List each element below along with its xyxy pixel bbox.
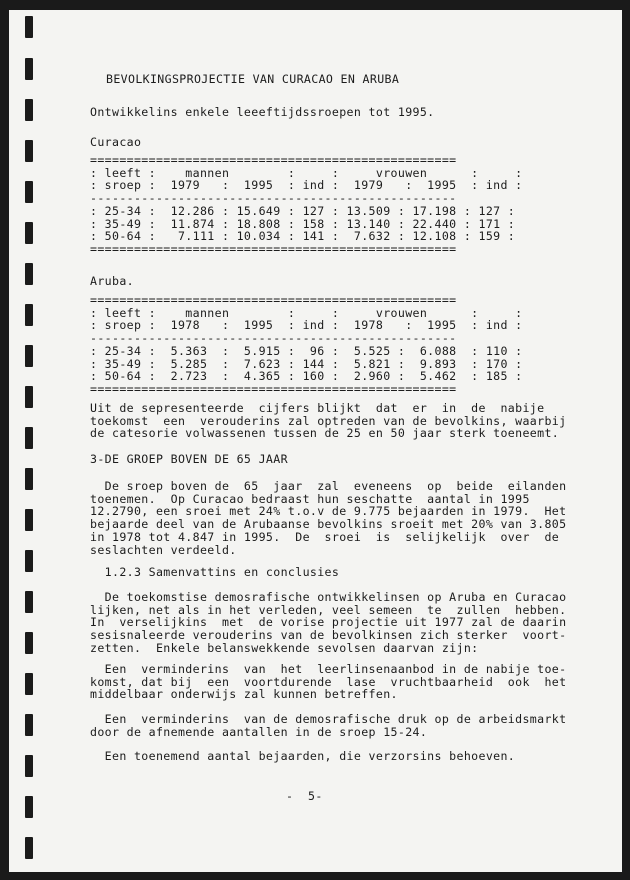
paragraph-arbeidsmarkt: Een verminderins van de demosrafische druk op de arbeidsmarkt door de afnemende aantallen in de sroep 15-24. [90,712,567,739]
table-row: : 35-49 : 5.285 : 7.623 : 144 : 5.821 : 9.893 : 170 : [90,356,523,371]
binding-hole [25,386,33,408]
paragraph-65: De sroep boven de 65 jaar zal eveneens op beide eilanden toenemen. Op Curacao bedraast hun seschatte aantal in 1995 12.2790, een sroei met 24% t.o.v de 9.775 bejaarden in 1979. Het bejaarde deel van de Arubaanse bevolkins sroeit met 20% van 3.805 in 1978 tot 4.847 in 1995. De sroei is selijkelijk over de seslachten verdeeld. [90,479,567,557]
aruba-label: Aruba. [90,274,134,288]
table-line: ================================================== [90,293,457,307]
document-subtitle: Ontwikkelins enkele leeeftijdssroepen tot 1995. [90,105,435,119]
binding-hole [25,16,33,38]
binding-hole [25,427,33,449]
paragraph-bejaarden: Een toenemend aantal bejaarden, die verzorsins behoeven. [90,749,516,763]
binding-hole [25,591,33,613]
binding-hole [25,755,33,777]
table-header-row: : sroep : 1979 : 1995 : ind : 1979 : 1995 : ind : [90,178,523,193]
binding-hole [25,550,33,572]
table-line: ================================================== [90,241,457,256]
table-header-row: : leeft : mannen : : vrouwen : : [90,165,523,180]
document-title: BEVOLKINGSPROJECTIE VAN CURACAO EN ARUBA [106,72,400,86]
table-row: : 50-64 : 7.111 : 10.034 : 141 : 7.632 : 12.108 : 159 : [90,229,516,244]
table-line: -------------------------------------------------- [90,191,457,206]
table-line: ================================================== [90,153,457,167]
table-line: -------------------------------------------------- [90,331,457,346]
paragraph-leerlingen: Een verminderins van het leerlinsenaanbod in de nabije toe- komst, dat bij een voortdurende lase vruchtbaarheid ook het middelbaar onderwijs zal kunnen betreffen. [90,662,567,702]
table-line: ================================================== [90,381,457,396]
curacao-label: Curacao [90,135,142,149]
binding-hole [25,181,33,203]
document-page [9,10,622,872]
table-row: : 25-34 : 12.286 : 15.649 : 127 : 13.509 : 17.198 : 127 : [90,203,516,218]
binding-hole [25,714,33,736]
binding-hole [25,263,33,285]
table-row: : 35-49 : 11.874 : 18.808 : 158 : 13.140 : 22.440 : 171 : [90,216,516,231]
paragraph-figures: Uit de sepresenteerde cijfers blijkt dat er in de nabije toekomst een verouderins zal optreden van de bevolkins, waarbij de catesorie volwassenen tussen de 25 en 50 jaar sterk toeneemt. [90,401,567,441]
binding-hole [25,509,33,531]
aruba-table [90,294,522,396]
binding-hole [25,140,33,162]
table-row: : 25-34 : 5.363 : 5.915 : 96 : 5.525 : 6.088 : 110 : [90,343,523,358]
binding-hole [25,304,33,326]
binding-hole [25,673,33,695]
binding-hole [25,99,33,121]
section-heading-65: 3-DE GROEP BOVEN DE 65 JAAR [90,452,288,466]
binding-hole [25,222,33,244]
binding-hole [25,837,33,859]
binding-hole [25,632,33,654]
binding-hole [25,796,33,818]
table-header-row: : leeft : mannen : : vrouwen : : [90,305,523,320]
page-number: - 5- [286,789,323,803]
paragraph-conclusies: De toekomstise demosrafische ontwikkelinsen op Aruba en Curacao lijken, net als in het verleden, veel semeen te zullen hebben. In verselijkins met de vorise projectie uit 1977 zal de daarin sesisnaleerde verouderins van de bevolkinsen zich sterker voort- zetten. Enkele belanswekkende sevolsen daarvan zijn: [90,590,567,655]
curacao-table [90,154,522,256]
binding-hole [25,468,33,490]
section-heading-conclusies: 1.2.3 Samenvattins en conclusies [90,565,340,579]
table-header-row: : sroep : 1978 : 1995 : ind : 1978 : 1995 : ind : [90,318,523,333]
binding-hole [25,345,33,367]
binding-hole [25,58,33,80]
table-row: : 50-64 : 2.723 : 4.365 : 160 : 2.960 : 5.462 : 185 : [90,369,523,384]
